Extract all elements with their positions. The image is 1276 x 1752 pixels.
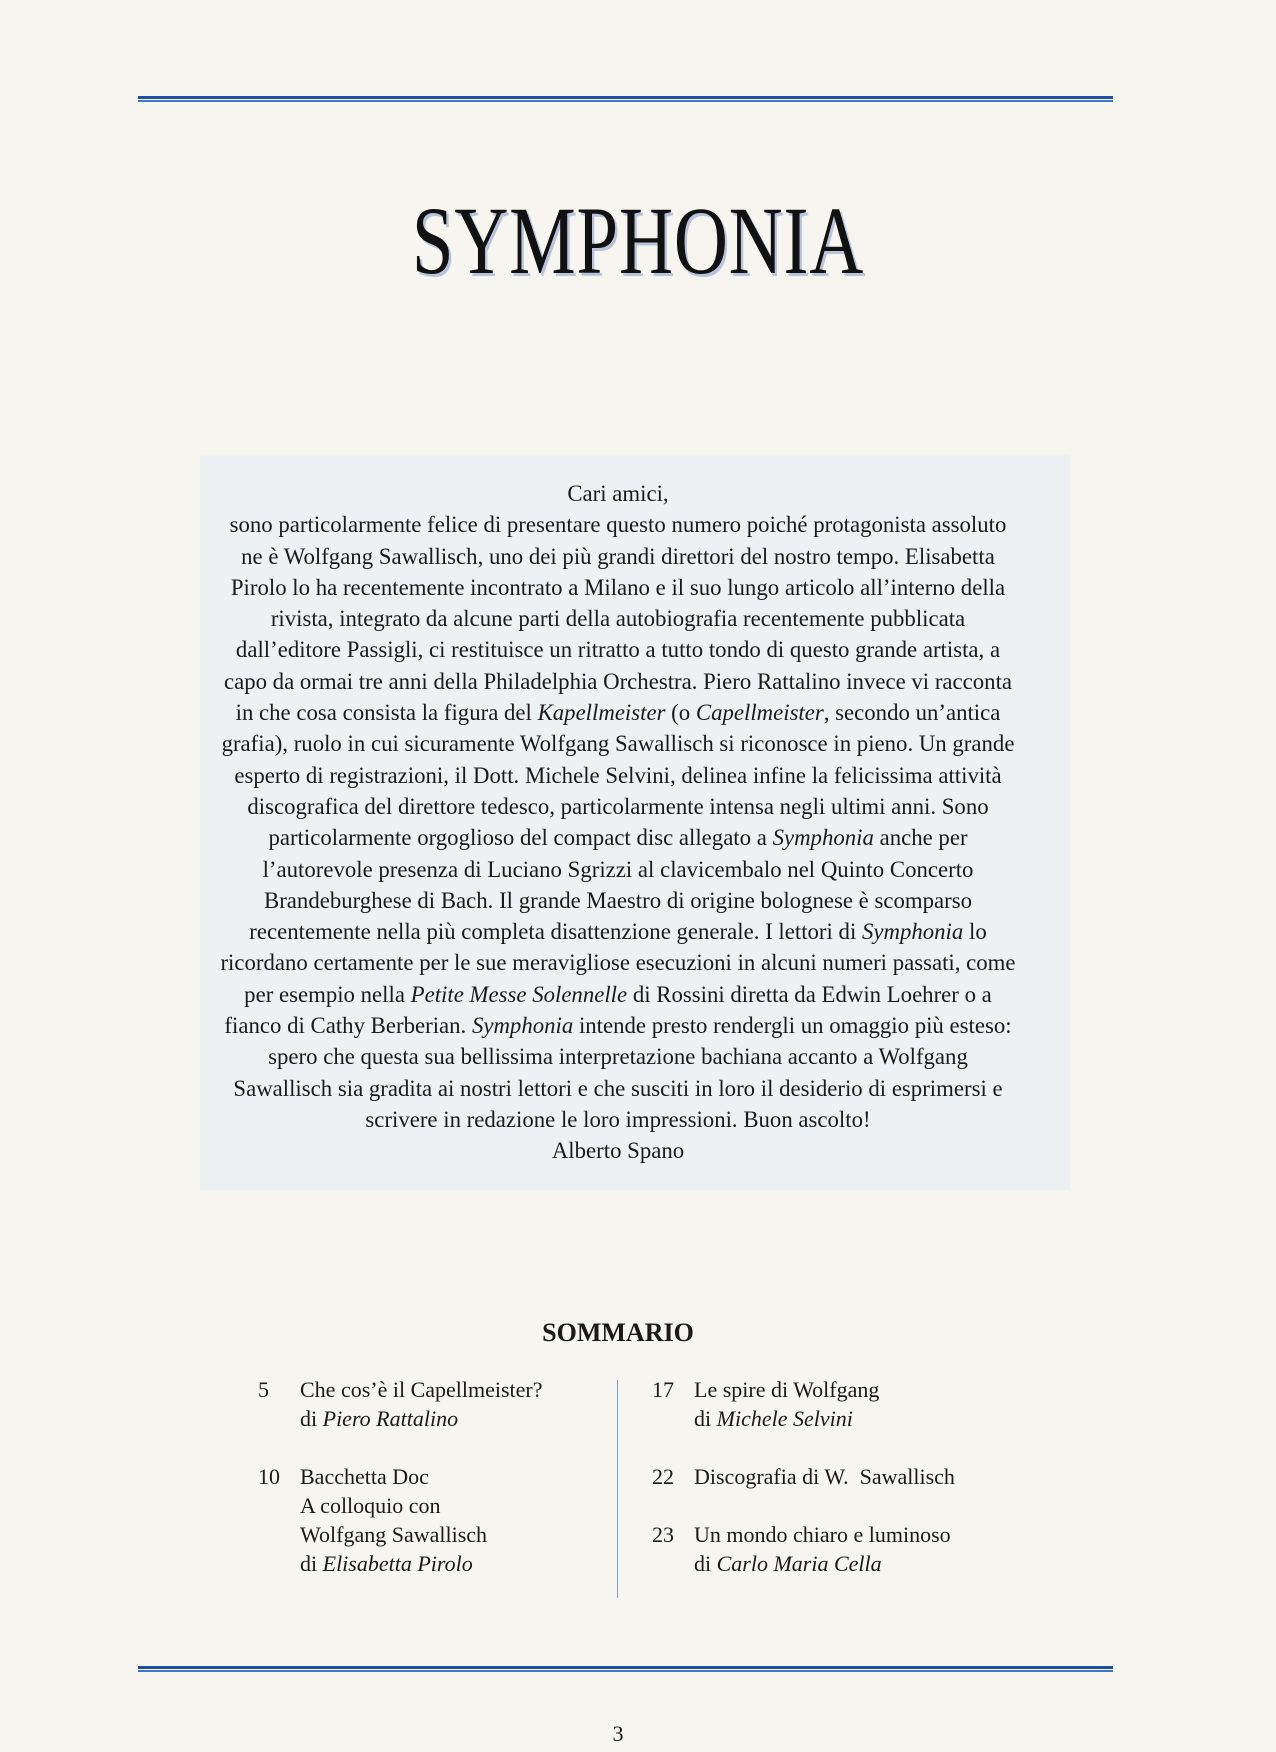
letter-line [138, 666, 1098, 697]
toc-author-line [694, 1404, 1032, 1433]
text-run: anche per [873, 825, 968, 851]
letter-line [138, 728, 1098, 759]
text-run: particolarmente orgoglioso del compact disc allegato a [268, 825, 773, 851]
page-number: 3 [612, 1721, 624, 1746]
toc-author-line [300, 1404, 603, 1433]
text-run: capo da ormai tre anni della Philadelphia Orchestra. Piero Rattalino invece vi racconta [223, 668, 1013, 694]
toc-entry[interactable] [258, 1462, 603, 1578]
toc-entry-text [694, 1520, 1032, 1578]
toc-title-line: Le spire di Wolfgang [694, 1377, 880, 1402]
letter-line [138, 541, 1098, 572]
letter-line [138, 916, 1098, 947]
text-run: Alberto Spano [551, 1138, 685, 1164]
toc-title-line: Discografia di W. Sawallisch [694, 1464, 955, 1489]
toc-page-number: 10 [258, 1464, 280, 1489]
text-run: scrivere in redazione le loro impressioni. Buon ascolto! [365, 1106, 871, 1132]
letter-line [138, 854, 1098, 885]
toc-author-line [300, 1549, 603, 1578]
toc-entry-text [694, 1375, 1032, 1433]
letter-signature [138, 1135, 1098, 1166]
text-run: recentemente nella più completa disattenzione generale. I lettori di [249, 919, 862, 945]
toc-entry-text [300, 1462, 603, 1578]
toc-title-line: Un mondo chiaro e luminoso [694, 1522, 951, 1547]
text-run: in che cosa consista la figura del [235, 700, 538, 726]
letter-line [138, 572, 1098, 603]
toc-author-prefix: di [300, 1551, 318, 1576]
text-run: Cari amici, [567, 481, 669, 506]
toc-right-column [652, 1375, 1032, 1607]
text-run: fianco di Cathy Berberian. [224, 1013, 472, 1039]
letter-line [138, 1041, 1098, 1072]
text-run: ne è Wolfgang Sawallisch, uno dei più grandi direttori del nostro tempo. Elisabetta [241, 543, 995, 569]
italic-title: Symphonia [471, 1013, 574, 1039]
letter-line [138, 947, 1098, 978]
toc-title-line: A colloquio con [300, 1493, 441, 1518]
toc-entry[interactable] [652, 1375, 1032, 1433]
toc-title-line: Bacchetta Doc [300, 1464, 429, 1489]
text-run: lo [963, 919, 987, 945]
letter-line [138, 885, 1098, 916]
italic-title: Symphonia [772, 825, 874, 851]
text-run: dall’editore Passigli, ci restituisce un ritratto a tutto tondo di questo grande artista, a [235, 637, 1001, 663]
letter-line [138, 509, 1098, 540]
toc-title-line: Wolfgang Sawallisch [300, 1522, 488, 1547]
italic-title: Petite Messe Solennelle [410, 981, 628, 1007]
editorial-letter [138, 478, 1098, 1167]
letter-line [138, 634, 1098, 665]
toc-column-divider [617, 1380, 618, 1598]
italic-title: Kapellmeister [537, 700, 666, 726]
letter-salutation [138, 478, 1098, 509]
sommario-heading: SOMMARIO [542, 1318, 694, 1347]
toc-author-name: Carlo Maria Cella [716, 1551, 882, 1576]
toc-author-prefix: di [694, 1551, 712, 1576]
toc-author-prefix: di [694, 1406, 712, 1431]
letter-line [138, 1104, 1098, 1135]
toc-author-prefix: di [300, 1406, 318, 1431]
masthead-title: SYMPHONIA [411, 187, 865, 294]
text-run: discografica del direttore tedesco, particolarmente intensa negli ultimi anni. Sono [247, 793, 989, 819]
letter-line [138, 760, 1098, 791]
text-run: per esempio nella [244, 981, 411, 1007]
italic-title: Capellmeister [695, 700, 824, 726]
toc-entry[interactable] [258, 1375, 603, 1433]
letter-line [138, 791, 1098, 822]
letter-line [138, 603, 1098, 634]
toc-author-name: Elisabetta Pirolo [322, 1551, 473, 1576]
text-run: Brandeburghese di Bach. Il grande Maestro di origine bolognese è scomparso [264, 887, 972, 913]
toc-author-line [694, 1549, 1032, 1578]
toc-page-number: 23 [652, 1522, 674, 1547]
letter-line [138, 979, 1098, 1010]
letter-line [138, 1010, 1098, 1041]
text-run: sono particolarmente felice di presentare questo numero poiché protagonista assoluto [229, 512, 1007, 538]
text-run: esperto di registrazioni, il Dott. Michele Selvini, delinea infine la felicissima attività [234, 762, 1002, 788]
toc-title-line: Che cos’è il Capellmeister? [300, 1377, 543, 1402]
letter-line [138, 822, 1098, 853]
text-run: intende presto rendergli un omaggio più esteso: [573, 1013, 1012, 1039]
toc-page-number: 5 [258, 1377, 269, 1402]
toc-entry[interactable] [652, 1462, 1032, 1491]
toc-page-number: 17 [652, 1377, 674, 1402]
bottom-double-rule [138, 1666, 1113, 1673]
text-run: rivista, integrato da alcune parti della autobiografia recentemente pubblicata [270, 606, 966, 632]
text-run: Sawallisch sia gradita ai nostri lettori e che susciti in loro il desiderio di esprimersi e [233, 1075, 1003, 1101]
toc-left-column [258, 1375, 603, 1607]
text-run: Pirolo lo ha recentemente incontrato a Milano e il suo lungo articolo all’interno della [230, 574, 1006, 600]
text-run: di Rossini diretta da Edwin Loehrer o a [627, 981, 992, 1007]
letter-line [138, 1073, 1098, 1104]
letter-line [138, 697, 1098, 728]
text-run: grafia), ruolo in cui sicuramente Wolfgang Sawallisch si riconosce in pieno. Un grande [221, 731, 1015, 757]
text-run: (o [665, 700, 696, 726]
text-run: spero che questa sua bellissima interpretazione bachiana accanto a Wolfgang [268, 1044, 968, 1070]
text-run: ricordano certamente per le sue meravigliose esecuzioni in alcuni numeri passati, come [220, 950, 1016, 976]
text-run: l’autorevole presenza di Luciano Sgrizzi al clavicembalo nel Quinto Concerto [262, 856, 974, 882]
text-run: , secondo un’antica [823, 700, 1001, 726]
italic-title: Symphonia [861, 919, 964, 945]
toc-entry-text [300, 1375, 603, 1433]
toc-author-name: Michele Selvini [716, 1406, 853, 1431]
toc-entry[interactable] [652, 1520, 1032, 1578]
toc-page-number: 22 [652, 1464, 674, 1489]
toc-author-name: Piero Rattalino [322, 1406, 459, 1431]
top-double-rule [138, 96, 1113, 103]
toc-entry-text [694, 1462, 1032, 1491]
